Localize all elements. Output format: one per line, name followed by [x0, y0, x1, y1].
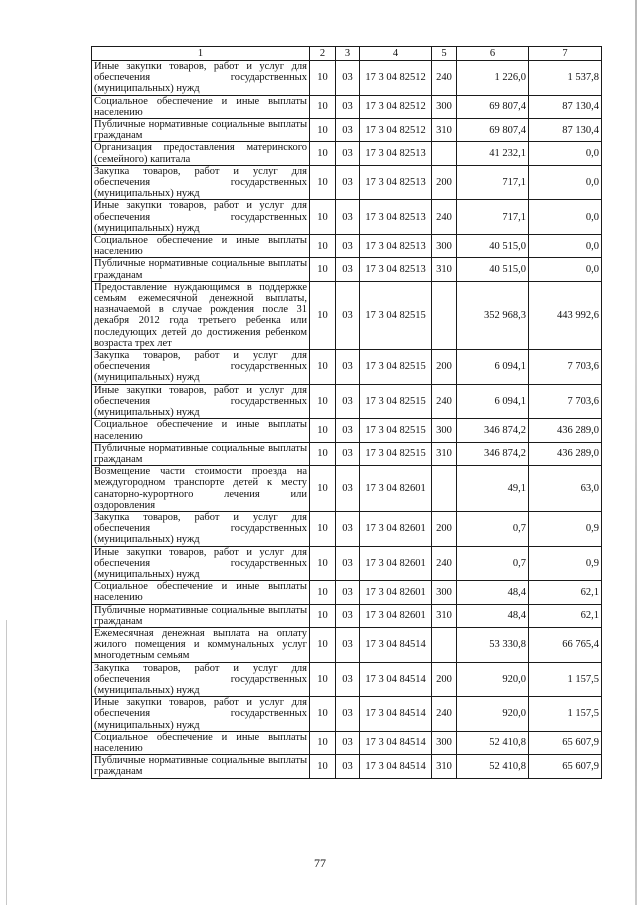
- row-target-article-cell: 17 3 04 82601: [360, 546, 432, 581]
- row-name-cell: Социальное обеспечение и иные выплаты населению: [92, 419, 310, 442]
- table-row: [92, 731, 602, 754]
- row-section-cell: 10: [310, 200, 336, 235]
- row-amount-year1-cell: 717,1: [457, 165, 529, 200]
- table-header-row: [92, 47, 602, 61]
- row-subsection-cell: 03: [336, 95, 360, 118]
- row-amount-year1-cell: 69 807,4: [457, 119, 529, 142]
- table-row: [92, 61, 602, 96]
- row-expense-type-cell: 240: [432, 61, 457, 96]
- row-amount-year2-cell: 87 130,4: [529, 95, 602, 118]
- row-target-article-cell: 17 3 04 82515: [360, 281, 432, 349]
- scan-page-edge: [635, 0, 637, 905]
- row-name-cell: Иные закупки товаров, работ и услуг для обеспечения государственных (муниципальных) нужд: [92, 697, 310, 732]
- row-subsection-cell: 03: [336, 61, 360, 96]
- budget-table: [91, 46, 602, 779]
- row-name-cell: Иные закупки товаров, работ и услуг для обеспечения государственных (муниципальных) нужд: [92, 546, 310, 581]
- row-target-article-cell: 17 3 04 84514: [360, 697, 432, 732]
- row-section-cell: 10: [310, 731, 336, 754]
- row-subsection-cell: 03: [336, 281, 360, 349]
- table-row: [92, 200, 602, 235]
- row-section-cell: 10: [310, 165, 336, 200]
- row-amount-year2-cell: 66 765,4: [529, 627, 602, 662]
- row-section-cell: 10: [310, 142, 336, 165]
- row-amount-year1-cell: 40 515,0: [457, 235, 529, 258]
- row-section-cell: 10: [310, 581, 336, 604]
- row-expense-type-cell: [432, 466, 457, 512]
- row-name-cell: Иные закупки товаров, работ и услуг для обеспечения государственных (муниципальных) нужд: [92, 384, 310, 419]
- table-row: [92, 95, 602, 118]
- row-expense-type-cell: 240: [432, 546, 457, 581]
- row-amount-year2-cell: 0,0: [529, 142, 602, 165]
- header-col-7: 7: [529, 47, 602, 61]
- row-target-article-cell: 17 3 04 82513: [360, 200, 432, 235]
- header-col-6: 6: [457, 47, 529, 61]
- row-amount-year2-cell: 65 607,9: [529, 731, 602, 754]
- row-expense-type-cell: 310: [432, 258, 457, 281]
- row-target-article-cell: 17 3 04 84514: [360, 755, 432, 778]
- row-target-article-cell: 17 3 04 82513: [360, 235, 432, 258]
- table-row: [92, 627, 602, 662]
- row-amount-year2-cell: 436 289,0: [529, 419, 602, 442]
- row-expense-type-cell: 310: [432, 755, 457, 778]
- row-target-article-cell: 17 3 04 82512: [360, 61, 432, 96]
- row-expense-type-cell: 300: [432, 419, 457, 442]
- row-expense-type-cell: 310: [432, 119, 457, 142]
- row-subsection-cell: 03: [336, 466, 360, 512]
- row-amount-year2-cell: 65 607,9: [529, 755, 602, 778]
- row-amount-year1-cell: 48,4: [457, 604, 529, 627]
- table-row: [92, 697, 602, 732]
- row-subsection-cell: 03: [336, 142, 360, 165]
- table-row: [92, 442, 602, 465]
- row-amount-year1-cell: 346 874,2: [457, 419, 529, 442]
- row-name-cell: Иные закупки товаров, работ и услуг для обеспечения государственных (муниципальных) нужд: [92, 200, 310, 235]
- row-amount-year2-cell: 62,1: [529, 581, 602, 604]
- row-amount-year2-cell: 0,0: [529, 165, 602, 200]
- row-name-cell: Предоставление нуждающимся в поддержке семьям ежемесячной денежной выплаты, назначаемой в случае рождения после 31 декабря 2012 года третьего ребенка или последующих детей до достижения ребенком возраста трех лет: [92, 281, 310, 349]
- row-subsection-cell: 03: [336, 235, 360, 258]
- row-subsection-cell: 03: [336, 119, 360, 142]
- row-section-cell: 10: [310, 546, 336, 581]
- row-section-cell: 10: [310, 281, 336, 349]
- row-amount-year2-cell: 0,0: [529, 258, 602, 281]
- row-amount-year1-cell: 52 410,8: [457, 755, 529, 778]
- row-amount-year1-cell: 6 094,1: [457, 350, 529, 385]
- table-row: [92, 142, 602, 165]
- row-amount-year1-cell: 49,1: [457, 466, 529, 512]
- row-expense-type-cell: 300: [432, 731, 457, 754]
- row-expense-type-cell: 200: [432, 165, 457, 200]
- row-target-article-cell: 17 3 04 82512: [360, 119, 432, 142]
- row-subsection-cell: 03: [336, 384, 360, 419]
- row-name-cell: Закупка товаров, работ и услуг для обеспечения государственных (муниципальных) нужд: [92, 350, 310, 385]
- row-amount-year1-cell: 69 807,4: [457, 95, 529, 118]
- table-row: [92, 119, 602, 142]
- row-amount-year2-cell: 1 537,8: [529, 61, 602, 96]
- row-amount-year1-cell: 1 226,0: [457, 61, 529, 96]
- table-row: [92, 604, 602, 627]
- row-amount-year2-cell: 1 157,5: [529, 697, 602, 732]
- row-name-cell: Закупка товаров, работ и услуг для обеспечения государственных (муниципальных) нужд: [92, 662, 310, 697]
- row-subsection-cell: 03: [336, 511, 360, 546]
- table-row: [92, 755, 602, 778]
- row-amount-year1-cell: 48,4: [457, 581, 529, 604]
- table-row: [92, 384, 602, 419]
- row-name-cell: Публичные нормативные социальные выплаты гражданам: [92, 258, 310, 281]
- row-amount-year1-cell: 717,1: [457, 200, 529, 235]
- row-section-cell: 10: [310, 350, 336, 385]
- row-name-cell: Публичные нормативные социальные выплаты гражданам: [92, 604, 310, 627]
- header-col-2: 2: [310, 47, 336, 61]
- header-col-3: 3: [336, 47, 360, 61]
- row-amount-year2-cell: 0,9: [529, 546, 602, 581]
- row-target-article-cell: 17 3 04 82601: [360, 581, 432, 604]
- row-name-cell: Закупка товаров, работ и услуг для обеспечения государственных (муниципальных) нужд: [92, 511, 310, 546]
- table-row: [92, 511, 602, 546]
- header-col-5: 5: [432, 47, 457, 61]
- row-expense-type-cell: 310: [432, 442, 457, 465]
- row-section-cell: 10: [310, 604, 336, 627]
- row-name-cell: Социальное обеспечение и иные выплаты населению: [92, 731, 310, 754]
- row-subsection-cell: 03: [336, 258, 360, 281]
- row-subsection-cell: 03: [336, 662, 360, 697]
- row-amount-year1-cell: 52 410,8: [457, 731, 529, 754]
- row-section-cell: 10: [310, 442, 336, 465]
- row-amount-year1-cell: 6 094,1: [457, 384, 529, 419]
- header-col-4: 4: [360, 47, 432, 61]
- row-name-cell: Социальное обеспечение и иные выплаты населению: [92, 235, 310, 258]
- row-section-cell: 10: [310, 419, 336, 442]
- row-amount-year2-cell: 0,0: [529, 235, 602, 258]
- row-target-article-cell: 17 3 04 84514: [360, 627, 432, 662]
- page-number: 77: [314, 856, 326, 870]
- row-amount-year2-cell: 7 703,6: [529, 384, 602, 419]
- row-name-cell: Публичные нормативные социальные выплаты гражданам: [92, 755, 310, 778]
- row-section-cell: 10: [310, 466, 336, 512]
- row-expense-type-cell: [432, 142, 457, 165]
- table-row: [92, 258, 602, 281]
- row-target-article-cell: 17 3 04 82512: [360, 95, 432, 118]
- table-row: [92, 235, 602, 258]
- row-subsection-cell: 03: [336, 627, 360, 662]
- row-expense-type-cell: 300: [432, 95, 457, 118]
- table-row: [92, 350, 602, 385]
- row-name-cell: Ежемесячная денежная выплата на оплату жилого помещения и коммунальных услуг многодетным семьям: [92, 627, 310, 662]
- row-target-article-cell: 17 3 04 82513: [360, 165, 432, 200]
- row-subsection-cell: 03: [336, 419, 360, 442]
- row-section-cell: 10: [310, 755, 336, 778]
- row-target-article-cell: 17 3 04 84514: [360, 731, 432, 754]
- header-col-1: 1: [92, 47, 310, 61]
- row-expense-type-cell: 240: [432, 697, 457, 732]
- row-target-article-cell: 17 3 04 82515: [360, 419, 432, 442]
- row-target-article-cell: 17 3 04 82601: [360, 511, 432, 546]
- row-target-article-cell: 17 3 04 84514: [360, 662, 432, 697]
- row-expense-type-cell: 200: [432, 350, 457, 385]
- row-expense-type-cell: [432, 281, 457, 349]
- table-row: [92, 662, 602, 697]
- row-target-article-cell: 17 3 04 82513: [360, 142, 432, 165]
- row-expense-type-cell: 300: [432, 581, 457, 604]
- table-row: [92, 466, 602, 512]
- row-section-cell: 10: [310, 511, 336, 546]
- table-row: [92, 581, 602, 604]
- row-target-article-cell: 17 3 04 82515: [360, 350, 432, 385]
- table-row: [92, 165, 602, 200]
- row-name-cell: Публичные нормативные социальные выплаты гражданам: [92, 119, 310, 142]
- row-expense-type-cell: 200: [432, 511, 457, 546]
- row-amount-year1-cell: 40 515,0: [457, 258, 529, 281]
- row-expense-type-cell: [432, 627, 457, 662]
- row-section-cell: 10: [310, 119, 336, 142]
- row-name-cell: Публичные нормативные социальные выплаты гражданам: [92, 442, 310, 465]
- row-expense-type-cell: 240: [432, 384, 457, 419]
- row-amount-year2-cell: 436 289,0: [529, 442, 602, 465]
- row-name-cell: Социальное обеспечение и иные выплаты населению: [92, 95, 310, 118]
- row-expense-type-cell: 200: [432, 662, 457, 697]
- row-amount-year1-cell: 53 330,8: [457, 627, 529, 662]
- row-target-article-cell: 17 3 04 82513: [360, 258, 432, 281]
- table-row: [92, 281, 602, 349]
- row-amount-year2-cell: 7 703,6: [529, 350, 602, 385]
- row-name-cell: Закупка товаров, работ и услуг для обеспечения государственных (муниципальных) нужд: [92, 165, 310, 200]
- row-target-article-cell: 17 3 04 82601: [360, 604, 432, 627]
- row-section-cell: 10: [310, 697, 336, 732]
- row-amount-year1-cell: 41 232,1: [457, 142, 529, 165]
- row-amount-year1-cell: 346 874,2: [457, 442, 529, 465]
- row-subsection-cell: 03: [336, 731, 360, 754]
- row-subsection-cell: 03: [336, 442, 360, 465]
- row-amount-year2-cell: 443 992,6: [529, 281, 602, 349]
- row-section-cell: 10: [310, 662, 336, 697]
- row-amount-year1-cell: 352 968,3: [457, 281, 529, 349]
- row-amount-year2-cell: 87 130,4: [529, 119, 602, 142]
- row-amount-year1-cell: 0,7: [457, 546, 529, 581]
- row-subsection-cell: 03: [336, 604, 360, 627]
- row-amount-year2-cell: 0,0: [529, 200, 602, 235]
- row-amount-year2-cell: 63,0: [529, 466, 602, 512]
- row-subsection-cell: 03: [336, 546, 360, 581]
- row-name-cell: Возмещение части стоимости проезда на междугородном транспорте детей к месту санаторно-курортного лечения или оздоровления: [92, 466, 310, 512]
- row-amount-year2-cell: 0,9: [529, 511, 602, 546]
- row-amount-year1-cell: 920,0: [457, 697, 529, 732]
- row-subsection-cell: 03: [336, 697, 360, 732]
- row-section-cell: 10: [310, 258, 336, 281]
- row-target-article-cell: 17 3 04 82515: [360, 384, 432, 419]
- row-section-cell: 10: [310, 95, 336, 118]
- row-target-article-cell: 17 3 04 82515: [360, 442, 432, 465]
- row-section-cell: 10: [310, 61, 336, 96]
- row-subsection-cell: 03: [336, 755, 360, 778]
- row-expense-type-cell: 300: [432, 235, 457, 258]
- row-amount-year1-cell: 920,0: [457, 662, 529, 697]
- row-name-cell: Организация предоставления материнского (семейного) капитала: [92, 142, 310, 165]
- row-section-cell: 10: [310, 235, 336, 258]
- row-amount-year2-cell: 1 157,5: [529, 662, 602, 697]
- row-subsection-cell: 03: [336, 165, 360, 200]
- row-subsection-cell: 03: [336, 200, 360, 235]
- table-row: [92, 419, 602, 442]
- row-target-article-cell: 17 3 04 82601: [360, 466, 432, 512]
- row-amount-year1-cell: 0,7: [457, 511, 529, 546]
- row-subsection-cell: 03: [336, 350, 360, 385]
- row-subsection-cell: 03: [336, 581, 360, 604]
- row-expense-type-cell: 240: [432, 200, 457, 235]
- row-expense-type-cell: 310: [432, 604, 457, 627]
- row-name-cell: Иные закупки товаров, работ и услуг для обеспечения государственных (муниципальных) нужд: [92, 61, 310, 96]
- row-section-cell: 10: [310, 384, 336, 419]
- row-section-cell: 10: [310, 627, 336, 662]
- table-body: [92, 61, 602, 779]
- table-row: [92, 546, 602, 581]
- row-amount-year2-cell: 62,1: [529, 604, 602, 627]
- row-name-cell: Социальное обеспечение и иные выплаты населению: [92, 581, 310, 604]
